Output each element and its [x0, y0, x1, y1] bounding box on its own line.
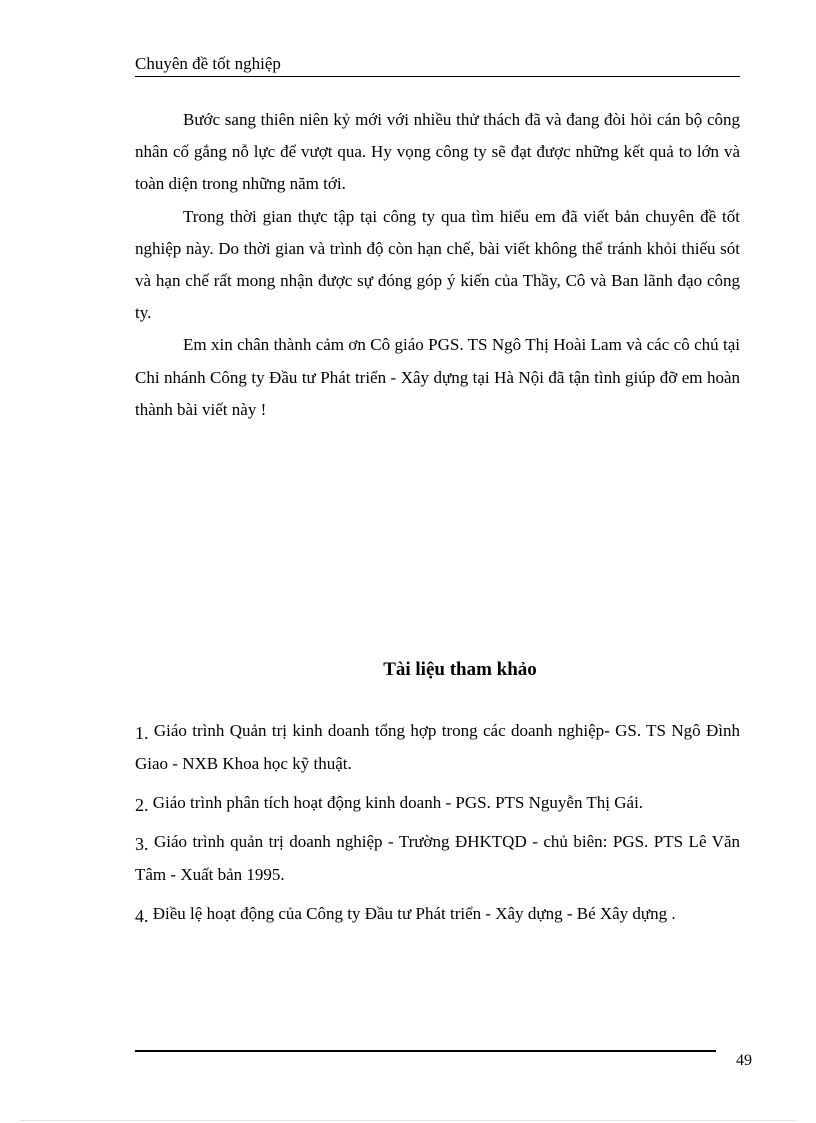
reference-item: [135, 786, 740, 819]
page-edge-divider: [20, 1120, 796, 1121]
paragraph: Bước sang thiên niên kỷ mới với nhiều thử thách đã và đang đòi hỏi cán bộ công nhân cố gắng nỗ lực để vượt qua. Hy vọng công ty sẽ đạt được những kết quả to lớn và toàn diện trong những năm tới.: [135, 110, 740, 194]
header-rule: [135, 76, 740, 77]
reference-number: 4.: [135, 906, 149, 926]
reference-text: Giáo trình quản trị doanh nghiệp - Trường ĐHKTQD - chủ biên: PGS. PTS Lê Văn Tâm - Xuất bản 1995.: [135, 832, 740, 884]
reference-text: Giáo trình Quản trị kinh doanh tổng hợp trong các doanh nghiệp- GS. TS Ngô Đình Giao - NXB Khoa học kỹ thuật.: [135, 721, 740, 773]
page-number: 49: [736, 1052, 752, 1069]
references-list: [135, 714, 740, 936]
paragraph: Trong thời gian thực tập tại công ty qua tìm hiểu em đã viết bản chuyên đề tốt nghiệp này. Do thời gian và trình độ còn hạn chế, bài viết không thể tránh khỏi thiếu sót và hạn chế rất mong nhận được sự đóng góp ý kiến của Thầy, Cô và Ban lãnh đạo công ty.: [135, 206, 740, 323]
footer-rule: [135, 1050, 716, 1052]
reference-number: 2.: [135, 795, 149, 815]
references-heading: Tài liệu tham khảo: [383, 659, 537, 680]
reference-number: 3.: [135, 834, 149, 854]
reference-text: Giáo trình phân tích hoạt động kinh doanh - PGS. PTS Nguyễn Thị Gái.: [148, 793, 644, 812]
reference-item: [135, 897, 740, 930]
body-text: [135, 104, 740, 426]
reference-item: [135, 825, 740, 891]
paragraph: Em xin chân thành cảm ơn Cô giáo PGS. TS Ngô Thị Hoài Lam và các cô chú tại Chi nhánh Công ty Đầu tư Phát triển - Xây dựng tại Hà Nội đã tận tình giúp đỡ em hoàn thành bài viết này !: [135, 335, 740, 419]
running-header: Chuyên đề tốt nghiệp: [135, 54, 281, 73]
reference-number: 1.: [135, 723, 149, 743]
reference-text: Điều lệ hoạt động của Công ty Đầu tư Phát triển - Xây dựng - Bé Xây dựng .: [148, 904, 676, 923]
reference-item: [135, 714, 740, 780]
